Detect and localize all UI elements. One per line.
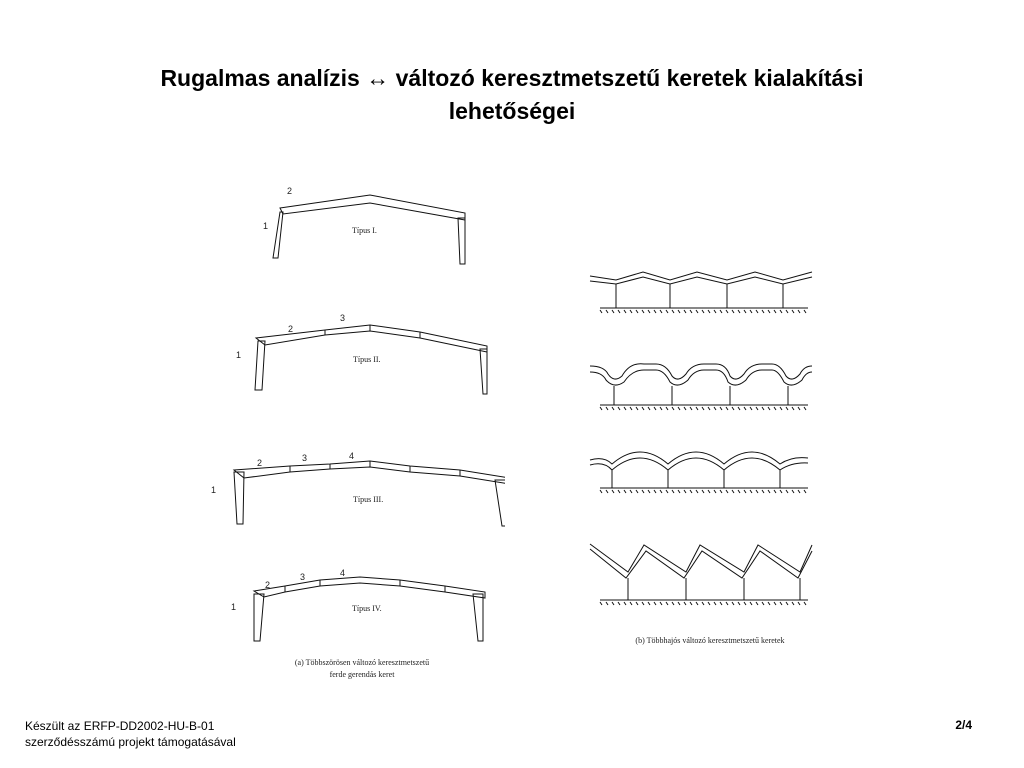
footer-credit	[25, 718, 236, 750]
type-2-label: Típus II.	[353, 355, 381, 364]
frame-type-2	[236, 313, 487, 394]
type-3-number-2: 2	[257, 458, 263, 468]
figure-b-multibay-frames	[580, 265, 820, 615]
type-1-label: Típus I.	[352, 226, 377, 235]
frame-type-3	[211, 451, 505, 526]
type-3-label: Típus III.	[353, 495, 384, 504]
type-2-number-3: 3	[340, 313, 346, 323]
page-number: 2/4	[955, 718, 972, 732]
type-3-number-1: 1	[211, 485, 217, 495]
type-4-number-1: 1	[231, 602, 237, 612]
footer-line2: szerződésszámú projekt támogatásával	[25, 735, 236, 749]
type-2-number-2: 2	[288, 324, 294, 334]
slide-title	[40, 62, 984, 128]
figure-a-caption-line1: (a) Többszörösen változó keresztmetszetű	[294, 658, 430, 667]
type-1-number-1: 1	[263, 221, 269, 231]
frame-type-1	[263, 186, 465, 264]
type-4-number-3: 3	[300, 572, 306, 582]
multibay-row-4	[590, 544, 812, 605]
footer-line1: Készült az ERFP-DD2002-HU-B-01	[25, 719, 215, 733]
type-4-number-2: 2	[265, 580, 271, 590]
multibay-row-1	[590, 272, 812, 313]
multibay-row-2	[590, 364, 812, 410]
type-4-number-4: 4	[340, 568, 346, 578]
slide-title-line1: Rugalmas analízis ↔ változó keresztmetszetű keretek kialakítási	[160, 65, 864, 91]
figure-a-portal-frames	[195, 175, 505, 655]
type-4-label: Típus IV.	[352, 604, 382, 613]
figure-a-caption	[262, 657, 462, 681]
type-3-number-4: 4	[349, 451, 355, 461]
figure-a-caption-line2: ferde gerendás keret	[329, 670, 395, 679]
type-2-number-1: 1	[236, 350, 242, 360]
type-1-number-2: 2	[287, 186, 293, 196]
type-3-number-3: 3	[302, 453, 308, 463]
slide-title-line2: lehetőségei	[448, 98, 576, 124]
multibay-row-3	[590, 452, 808, 493]
frame-type-4	[231, 568, 485, 641]
figure-b-caption: (b) Többhajós változó keresztmetszetű keretek	[635, 636, 785, 645]
